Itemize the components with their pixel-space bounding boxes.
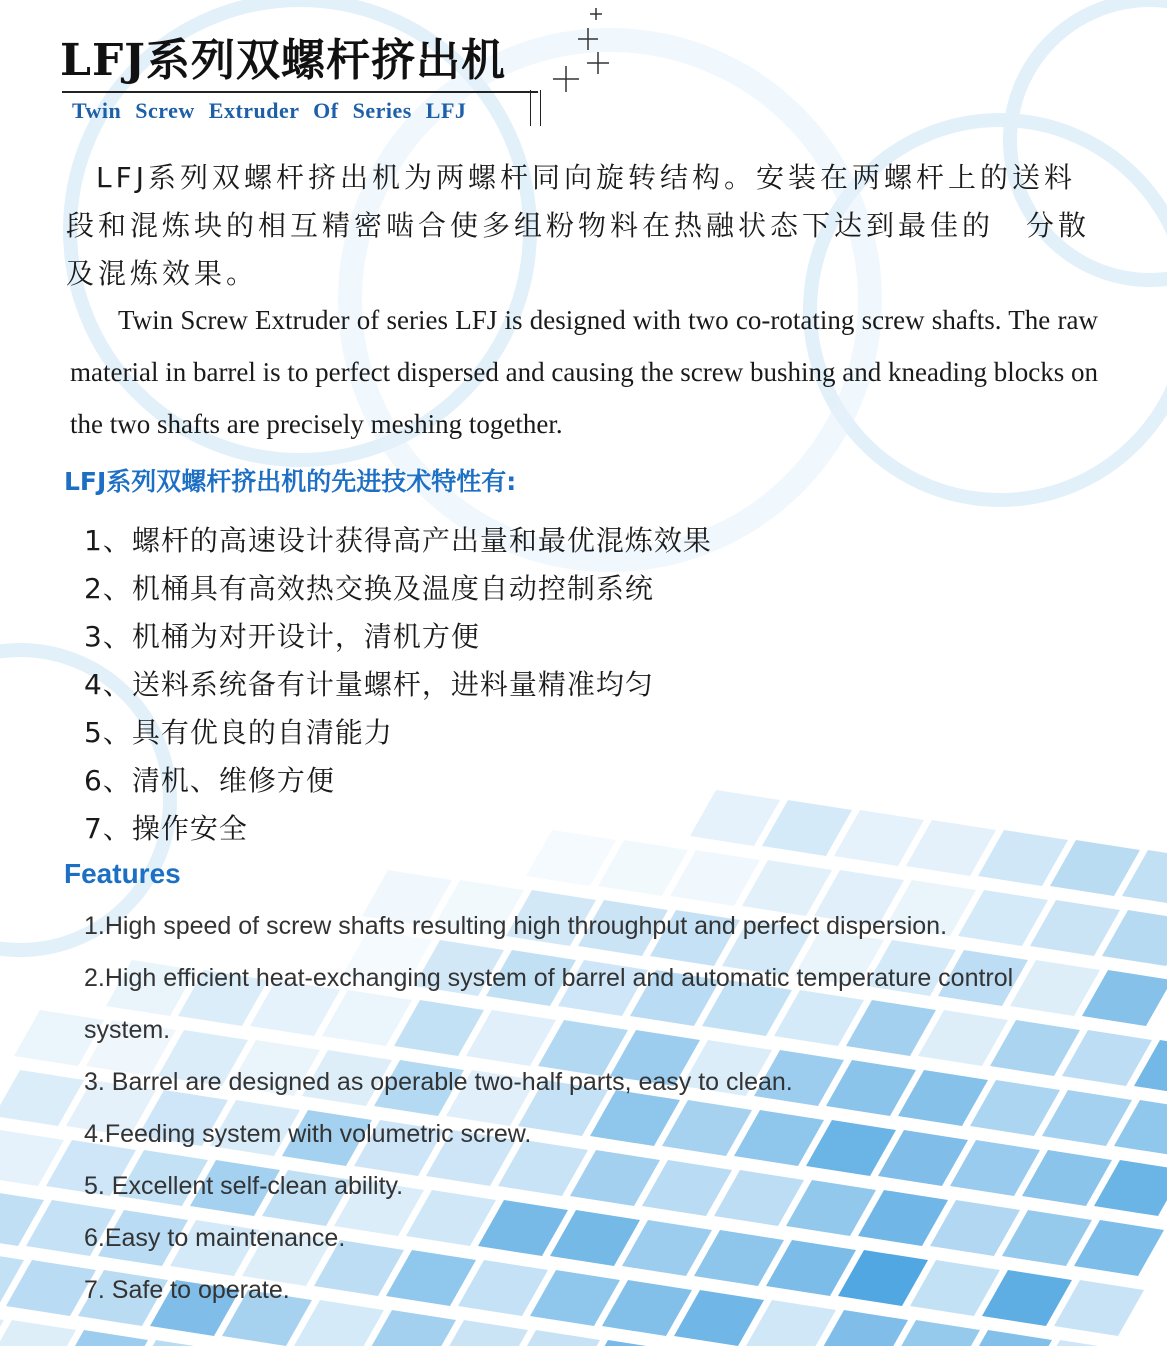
- list-item: 2.High efficient heat-exchanging system of barrel and automatic temperature control system.: [84, 964, 1014, 1044]
- title-divider: [62, 91, 538, 93]
- list-item: 7. Safe to operate.: [84, 1276, 290, 1304]
- list-item: 4、送料系统备有计量螺杆，进料量精准均匀: [84, 668, 654, 701]
- intro-paragraph-cn: LFJ系列双螺杆挤出机为两螺杆同向旋转结构。安装在两螺杆上的送料段和混炼块的相互精密啮合使多组粉物料在热融状态下达到最佳的 分散及混炼效果。: [66, 161, 1091, 290]
- list-item: 2、机桶具有高效热交换及温度自动控制系统: [84, 572, 654, 605]
- list-item: 5. Excellent self-clean ability.: [84, 1172, 404, 1200]
- page-subtitle: Twin Screw Extruder Of Series LFJ: [72, 98, 467, 123]
- background-tile: [906, 820, 996, 876]
- list-item: 4.Feeding system with volumetric screw.: [84, 1120, 532, 1148]
- background-tile: [978, 830, 1068, 886]
- list-item: 3、机桶为对开设计，清机方便: [84, 620, 480, 653]
- intro-paragraph-en: Twin Screw Extruder of series LFJ is designed with two co-rotating screw shafts. The raw material in barrel is to perfect dispersed and causing the screw bushing and kneading blocks on the two shafts are precisely meshing together.: [70, 305, 1098, 439]
- background-tile: [762, 800, 852, 856]
- features-heading-en: Features: [64, 858, 181, 889]
- background-tile: [6, 1260, 96, 1316]
- list-item: 7、操作安全: [84, 812, 248, 845]
- title-divider-vertical: [530, 90, 531, 126]
- list-item: 1.High speed of screw shafts resulting high throughput and perfect dispersion.: [84, 912, 948, 940]
- list-item: 1、螺杆的高速设计获得高产出量和最优混炼效果: [84, 524, 712, 557]
- list-item: 3. Barrel are designed as operable two-half parts, easy to clean.: [84, 1068, 793, 1096]
- features-list-cn: [84, 517, 712, 853]
- list-item: 6.Easy to maintenance.: [84, 1224, 346, 1252]
- background-tile: [0, 1320, 76, 1346]
- background-tile: [670, 850, 760, 906]
- list-item: 6、清机、维修方便: [84, 764, 335, 797]
- background-tile: [1050, 840, 1140, 896]
- title-divider-vertical: [540, 90, 541, 126]
- features-list-en: [84, 900, 1084, 1316]
- page-title: LFJ系列双螺杆挤出机: [60, 35, 506, 86]
- background-tile: [1074, 1220, 1164, 1276]
- features-heading-cn: LFJ系列双螺杆挤出机的先进技术特性有:: [64, 467, 517, 496]
- list-item: 5、具有优良的自清能力: [84, 716, 393, 749]
- background-tile: [834, 810, 924, 866]
